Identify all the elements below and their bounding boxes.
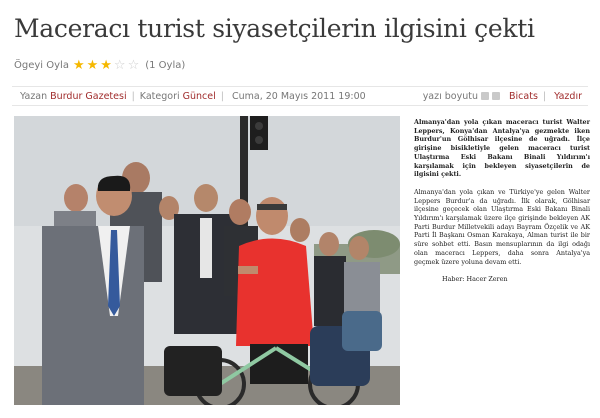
category-link[interactable]: Güncel [182, 90, 216, 102]
author-link[interactable]: Burdur Gazetesi [50, 90, 127, 102]
rating-count: (1 Oyla) [145, 60, 186, 71]
article-title: Maceracı turist siyasetçilerin ilgisini çekti [14, 14, 535, 43]
meta-divider: | [220, 90, 224, 102]
article-body [414, 118, 590, 293]
rating-label: Ögeyi Oyla [14, 60, 69, 71]
email-link[interactable]: Yazdır [554, 90, 582, 102]
rating-star-icon[interactable]: ☆ [127, 58, 140, 73]
meta-divider: | [131, 90, 135, 102]
article-meta-bar [12, 86, 588, 106]
rating-star-icon[interactable]: ★ [100, 58, 112, 73]
author-label: Yazan [20, 90, 48, 102]
font-size-decrease-icon[interactable] [492, 92, 500, 100]
article-photo [14, 116, 400, 405]
rating-star-icon[interactable]: ★ [86, 58, 99, 73]
meta-divider: | [542, 90, 547, 102]
font-size-increase-icon[interactable] [481, 92, 489, 100]
article-paragraph: Almanya'dan yola çıkan ve Türkiye'ye gelen Walter Leppers Burdur'a da uğradı. İlk olarak, Gölhisar ilçesine geçecek olan Ulaştırma Eski Bakanı Binali Yıldırım'ı karşılamak üzere ilçe girişinde bekleyen AK Parti Burdur Milletvekili adayı Bayram Özçelik ve AK Parti İl Başkanı Osman Karakaya, Alman turist ile bir süre sohbet etti. Basın mensuplarının da ilgi odağı olan maceracı Leppers, daha sonra Antalya'ya geçmek üzere yoluna devam etti. [414, 187, 590, 266]
rating-bar [14, 59, 185, 72]
rating-star-icon[interactable]: ★ [72, 58, 85, 73]
article-author: Haber: Hacer Zeren [442, 275, 508, 284]
font-size-label: yazı boyutu [422, 90, 479, 102]
category-label: Kategori [139, 90, 180, 102]
publish-date: Cuma, 20 Mayıs 2011 19:00 [231, 90, 366, 102]
article-lead: Almanya'dan yola çıkan maceracı turist Walter Leppers, Konya'dan Antalya'ya gezmekte iken Burdur'un Gölhisar ilçesine de uğradı. İlçe girişine bisikletiyle gelen maceracı turist Ulaştırma Eski Bakanı Binali Yıldırım'ı karşılamak için bekleyen siyasetçilerin de ilgisini çekti. [414, 118, 590, 179]
print-link[interactable]: Bicats [509, 90, 538, 102]
rating-star-icon[interactable]: ☆ [113, 58, 126, 73]
